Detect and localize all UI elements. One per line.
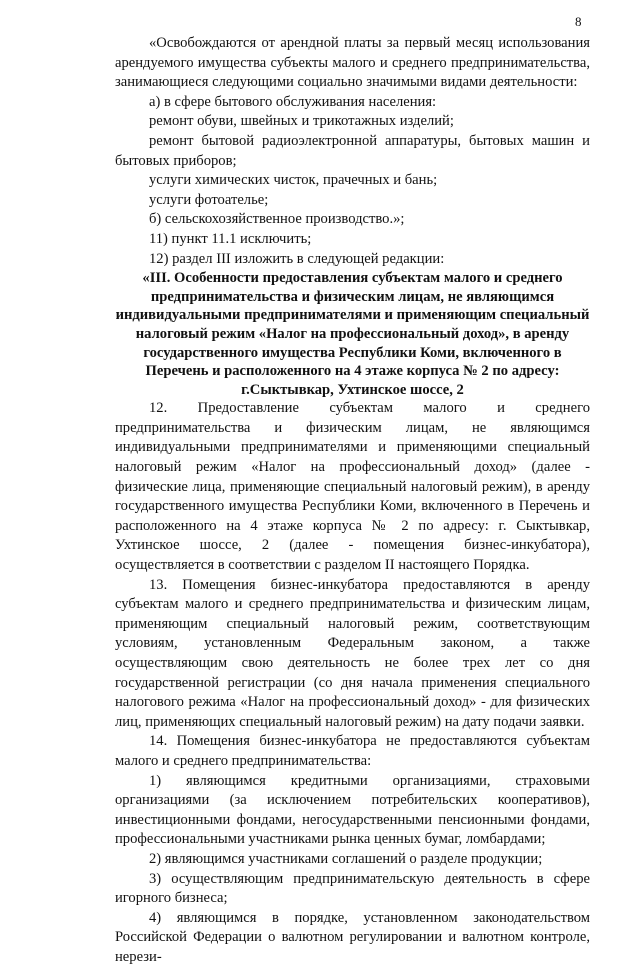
paragraph-clause-14-2: 2) являющимся участниками соглашений о разделе продукции; xyxy=(149,850,543,867)
paragraph-appliance-repair: ремонт бытовой радиоэлектронной аппаратуры, бытовых машин и бытовых приборов; xyxy=(115,132,590,169)
paragraph-photo-studio: услуги фотоателье; xyxy=(149,191,269,208)
paragraph-clause-14: 14. Помещения бизнес-инкубатора не предоставляются субъектам малого и среднего предпринимательства: xyxy=(115,733,590,769)
page-number: 8 xyxy=(575,14,582,29)
paragraph-clause-14-1: 1) являющимся кредитными организациями, страховыми организациями (за исключением потребительских кооперативов), инвестиционными фондами, негосударственными пенсионными фондами, профессиональными участниками рынка ценных бумаг, ломбардами; xyxy=(115,772,590,848)
paragraph-clause-12: 12. Предоставление субъектам малого и среднего предпринимательства и физическим лицам, не являющимся индивидуальными предпринимателями и применяющими специальный налоговый режим «Налог на профессиональный доход» (далее - физические лица, применяющие специальный налоговый режим), в аренду государственного имущества Республики Коми, включенного в Перечень и расположенного на 4 этаже корпуса № 2 по адресу: г. Сыктывкар, Ухтинское шоссе, 2 (далее - помещения бизнес-инкубатора), осуществляется в соответствии с разделом II настоящего Порядка. xyxy=(115,400,590,574)
paragraph-dry-cleaning: услуги химических чисток, прачечных и бань; xyxy=(149,172,438,189)
paragraph-intro: «Освобождаются от арендной платы за первый месяц использования арендуемого имущества субъекты малого и среднего предпринимательства, занимающиеся следующими социально значимыми видами деятельности: xyxy=(115,35,590,91)
paragraph-clause-14-4: 4) являющимся в порядке, установленном законодательством Российской Федерации о валютном регулировании и валютном контроле, нерези- xyxy=(115,909,590,965)
paragraph-clause-13: 13. Помещения бизнес-инкубатора предоставляются в аренду субъектам малого и среднего предпринимательства и физическим лицам, применяющим специальный налоговый режим, соответствующим условиям, установленным Федеральным законом, а также осуществляющим свою деятельность не более трех лет со дня государственной регистрации (со дня начала применения специального налогового режима «Налог на профессиональный доход» - для физических лиц, применяющих специальный налоговый режим) на дату подачи заявки. xyxy=(115,576,590,730)
paragraph-clause-14-3: 3) осуществляющим предпринимательскую деятельность в сфере игорного бизнеса; xyxy=(115,870,590,907)
paragraph-item-b: б) сельскохозяйственное производство.»; xyxy=(149,211,405,228)
paragraph-shoe-repair: ремонт обуви, швейных и трикотажных изделий; xyxy=(149,113,454,130)
document-content xyxy=(115,34,590,968)
paragraph-item-12: 12) раздел III изложить в следующей редакции: xyxy=(149,250,445,267)
paragraph-item-a: а) в сфере бытового обслуживания населения: xyxy=(149,93,437,110)
section-heading: «III. Особенности предоставления субъектам малого и среднего предпринимательства и физическим лицам, не являющимся индивидуальными предпринимателями и применяющим специальный налоговый режим «Налог на профессиональный доход», в аренду государственного имущества Республики Коми, включенного в Перечень и расположенного на 4 этаже корпуса № 2 по адресу: г.Сыктывкар, Ухтинское шоссе, 2 xyxy=(115,270,590,398)
paragraph-item-11: 11) пункт 11.1 исключить; xyxy=(149,230,312,247)
